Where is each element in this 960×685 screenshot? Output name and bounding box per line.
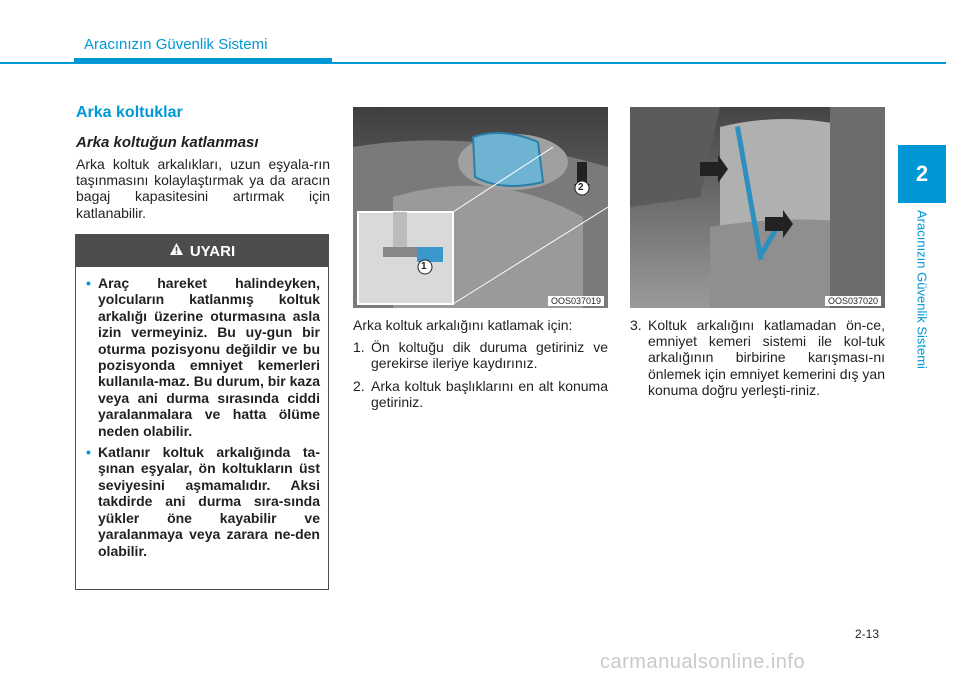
chapter-number: 2: [915, 161, 929, 186]
bullet-icon: •: [86, 444, 91, 461]
step-number: 3.: [630, 317, 642, 333]
header-title: Aracınızın Güvenlik Sistemi: [84, 36, 268, 53]
figure-callout-2: 2: [578, 182, 584, 193]
warning-title: UYARI: [189, 242, 236, 260]
side-chapter-label-text: Aracınızın Güvenlik Sistemi: [914, 210, 930, 369]
chapter-tab[interactable]: [898, 145, 946, 203]
footer-watermark: carmanualsonline.info: [600, 651, 806, 673]
column2-text: [353, 317, 608, 410]
header-rule: [0, 62, 946, 64]
section-title: Arka koltuklar: [76, 104, 183, 121]
step-text: Arka koltuk başlıklarını en alt konuma getiriniz.: [371, 377, 608, 410]
step-number: 2.: [353, 377, 365, 394]
step-text: Ön koltuğu dik duruma getiriniz ve gerekirse ileriye kaydırınız.: [371, 339, 608, 372]
figure-caption: OOS037019: [548, 296, 604, 306]
step-3: [630, 317, 885, 398]
warning-item-text: Katlanır koltuk arkalığında ta-şınan eşyalar, ön koltukların üst seviyesini aşmamalıdır. Aksi takdirde ani durma sıra-sında yükler öne kayabilir ve yaralanmaya veya zarara ne-den olabilir.: [98, 444, 320, 559]
figure-seatbelt: [630, 107, 885, 308]
section-subtitle: Arka koltuğun katlanması: [76, 134, 259, 151]
page-number: 2-13: [855, 627, 880, 641]
warning-item-text: Araç hareket halindeyken, yolcuların katlanmış koltuk arkalığı üzerine oturmasına asla izin vermeyiniz. Bu uy-gun bir oturma pozisyonu değildir ve bu pozisyonda emniyet kemerleri kullanıla-maz. Bu durum, bir kaza veya ani durma sırasında ciddi yaralanmalara ve hatta ölüme neden olabilir.: [98, 275, 320, 439]
column2-intro: Arka koltuk arkalığını katlamak için:: [353, 317, 573, 333]
warning-triangle-icon: [169, 242, 184, 260]
section-paragraph: Arka koltuk arkalıkları, uzun eşyala-rın taşınmasını kolaylaştırmak ya da aracın bagaj kapasitesini artırmak için katlanabilir.: [76, 156, 330, 221]
figure-headrest: [353, 107, 608, 308]
warning-box: [75, 234, 329, 590]
figure-caption: OOS037020: [825, 296, 881, 306]
warning-item: [86, 444, 320, 559]
warning-header: [76, 235, 328, 267]
step-1: [353, 339, 608, 371]
bullet-icon: •: [86, 275, 91, 291]
side-chapter-label: [912, 210, 932, 400]
column3-text: [630, 317, 885, 398]
step-text: Koltuk arkalığını katlamadan ön-ce, emniyet kemeri sistemi ile kol-tuk arkalığının birbirine karışması-nı önlemek için emniyet kemerini dış yan konuma doğru yerleşti-riniz.: [648, 317, 885, 398]
step-2: [353, 378, 608, 410]
warning-item: [86, 275, 320, 439]
warning-body: [76, 267, 328, 559]
figure-callout-1: 1: [421, 261, 427, 272]
step-number: 1.: [353, 339, 365, 356]
